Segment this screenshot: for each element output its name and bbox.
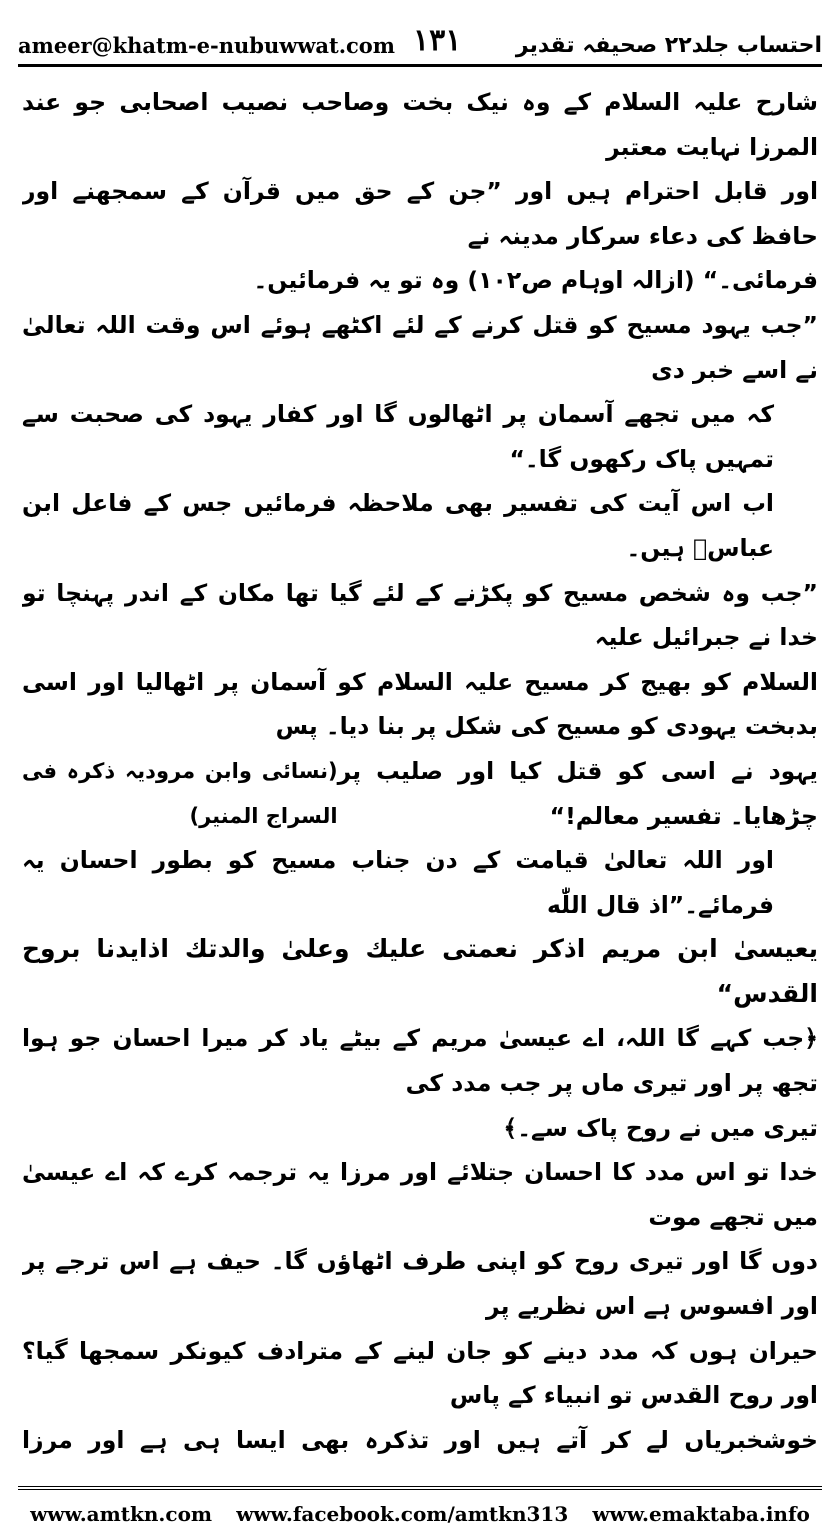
paragraph-line: حیران ہوں کہ مدد دینے کو جان لینے کے مترادف کیونکر سمجھا گیا؟ اور روح القدس تو انبیاء کے پاس <box>22 1336 818 1410</box>
page-body <box>22 80 818 1460</box>
quote-line: ”جب وہ شخص مسیح کو پکڑنے کے لئے گیا تھا مکان کے اندر پہنچا تو خدا نے جبرائیل علیہ <box>22 578 818 652</box>
paragraph-line: دوں گا اور تیری روح کو اپنی طرف اٹھاؤں گا۔ حیف ہے اس ترجے پر اور افسوس ہے اس نظریے پر <box>22 1247 818 1321</box>
book-title: احتساب جلد۲۲ صحیفہ تقدیر <box>515 33 822 58</box>
quote-ref-line <box>22 749 818 838</box>
page-number: ۱۳۱ <box>413 23 462 58</box>
footer-link-facebook[interactable]: www.facebook.com/amtkn313 <box>236 1502 569 1526</box>
footer-link-emaktaba[interactable]: www.emaktaba.info <box>592 1502 810 1526</box>
quote-line: کہ میں تجھے آسمان پر اٹھالوں گا اور کفار یہود کی صحبت سے تمہیں پاک رکھوں گا۔“ <box>22 400 774 473</box>
quote-line: السلام کو بھیج کر مسیح علیہ السلام کو آسمان پر اٹھالیا اور اسی بدبخت یہودی کو مسیح کی شکل پر بنا دیا۔ پس <box>22 667 818 741</box>
paragraph-line: خوشخبریاں لے کر آتے ہیں اور تذکرہ بھی ایسا ہی ہے اور مرزا <box>22 1425 818 1454</box>
arabic-verse: یعیسیٰ ابن مریم اذکر نعمتی علیك وعلیٰ والدتك اذایدنا بروح القدس“ <box>22 934 818 1008</box>
header-email: ameer@khatm-e-nubuwwat.com <box>18 33 396 58</box>
text-line: اور قابل احترام ہیں اور ”جن کے حق میں قرآن کے سمجھنے اور حافظ کی دعاء سرکار مدینہ نے <box>22 177 818 250</box>
quote-line: یہود نے اسی کو قتل کیا اور صلیب پر چڑھایا۔ تفسیر معالم!“ <box>337 756 818 830</box>
quote-source: (نسائی وابن مرودیہ ذکرہ فی السراج المنیر) <box>22 758 338 828</box>
allah-line: اور اللہ تعالیٰ قیامت کے دن جناب مسیح کو بطور احسان یہ فرمائے۔”اذ قال اللّٰه <box>22 846 774 919</box>
header-rule <box>18 64 822 67</box>
header-left <box>18 23 461 58</box>
translation-line: ﴿جب کہے گا اللہ، اے عیسیٰ مریم کے بیٹے یاد کر میرا احسان جو ہوا تجھ پر اور تیری ماں پر جب مدد کی <box>22 1024 818 1098</box>
text-line: فرمائی۔“ (ازالہ اوہام ص۱۰۲) وہ تو یہ فرمائیں۔ <box>253 266 818 295</box>
text-line: شارح علیہ السلام کے وہ نیک بخت وصاحب نصیب اصحابی جو عند المرزا نہایت معتبر <box>22 88 818 161</box>
paragraph-line: خدا تو اس مدد کا احسان جتلائے اور مرزا یہ ترجمہ کرے کہ اے عیسیٰ میں تجھے موت <box>22 1158 818 1231</box>
footer-rule <box>18 1486 822 1490</box>
page-footer <box>18 1496 822 1532</box>
page-header <box>18 14 822 58</box>
quote-line: ”جب یہود مسیح کو قتل کرنے کے لئے اکٹھے ہوئے اس وقت اللہ تعالیٰ نے اسے خبر دی <box>22 310 818 384</box>
footer-link-amtkn[interactable]: www.amtkn.com <box>30 1502 213 1526</box>
intro-line: اب اس آیت کی تفسیر بھی ملاحظہ فرمائیں جس کے فاعل ابن عباسؓ ہیں۔ <box>22 489 774 562</box>
translation-line: تیری میں نے روح پاک سے۔﴾ <box>503 1113 818 1142</box>
